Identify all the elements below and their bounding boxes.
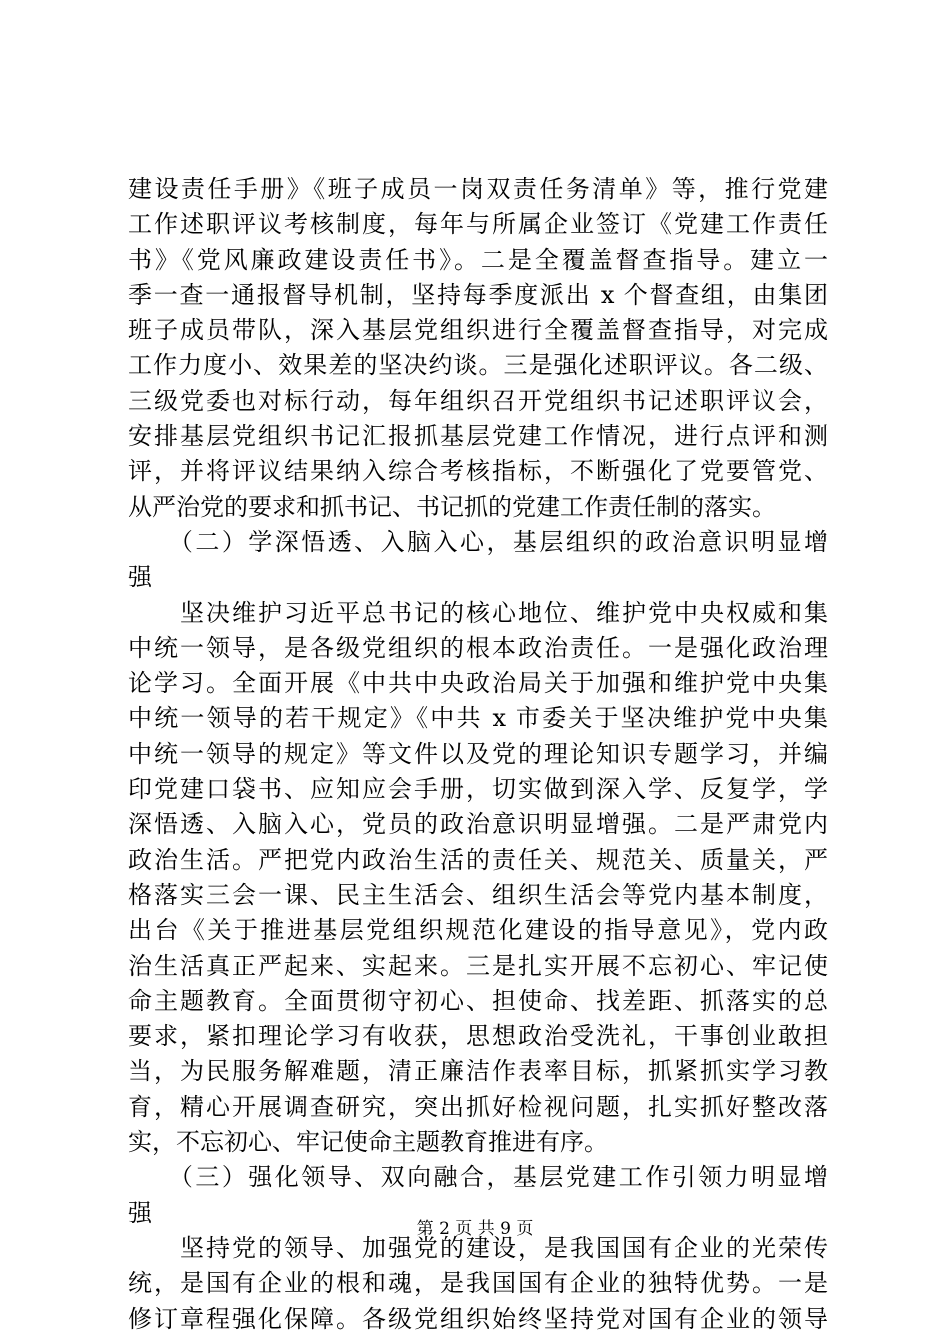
text-line: 印党建口袋书、应知应会手册，切实做到深入学、反复学，学: [128, 775, 828, 804]
text-line: 命主题教育。全面贯彻守初心、担使命、找差距、抓落实的总: [128, 986, 828, 1015]
text-line: 中统一领导的若干规定》《中共 x 市委关于坚决维护党中央集: [128, 704, 828, 733]
text-line: 治生活真正严起来、实起来。三是扎实开展不忘初心、牢记使: [128, 951, 828, 980]
text-line: 论学习。全面开展《中共中央政治局关于加强和维护党中央集: [128, 669, 828, 698]
text-line: 季一查一通报督导机制，坚持每季度派出 x 个督查组，由集团: [128, 280, 828, 309]
text-line: 坚持党的领导、加强党的建设，是我国国有企业的光荣传: [128, 1233, 828, 1262]
text-line: 要求，紧扣理论学习有收获，思想政治受洗礼，干事创业敢担: [128, 1022, 828, 1051]
text-line: 从严治党的要求和抓书记、书记抓的党建工作责任制的落实。: [128, 492, 776, 521]
text-line: 政治生活。严把党内政治生活的责任关、规范关、质量关，严: [128, 845, 828, 874]
section-heading-line: （二）学深悟透、入脑入心，基层组织的政治意识明显增: [128, 527, 828, 556]
text-line: 深悟透、入脑入心，党员的政治意识明显增强。二是严肃党内: [128, 810, 828, 839]
text-line: 中统一领导的规定》等文件以及党的理论知识专题学习，并编: [128, 739, 828, 768]
text-line: 坚决维护习近平总书记的核心地位、维护党中央权威和集: [128, 598, 828, 627]
text-line: 建设责任手册》《班子成员一岗双责任务清单》等，推行党建: [128, 175, 828, 203]
section-heading-line: 强: [128, 563, 152, 592]
text-line: 育，精心开展调查研究，突出抓好检视问题，扎实抓好整改落: [128, 1092, 828, 1121]
document-body: [128, 172, 828, 1337]
text-line: 中统一领导，是各级党组织的根本政治责任。一是强化政治理: [128, 633, 828, 662]
text-line: 实，不忘初心、牢记使命主题教育推进有序。: [128, 1128, 608, 1157]
text-line: 当，为民服务解难题，清正廉洁作表率目标，抓紧抓实学习教: [128, 1057, 828, 1086]
text-line: 安排基层党组织书记汇报抓基层党建工作情况，进行点评和测: [128, 422, 828, 451]
text-line: 工作力度小、效果差的坚决约谈。三是强化述职评议。各二级、: [128, 351, 828, 380]
text-line: 格落实三会一课、民主生活会、组织生活会等党内基本制度，: [128, 880, 828, 909]
text-line: 工作述职评议考核制度，每年与所属企业签订《党建工作责任: [128, 210, 828, 239]
text-line: 出台《关于推进基层党组织规范化建设的指导意见》，党内政: [128, 916, 828, 945]
text-line: 修订章程强化保障。各级党组织始终坚持党对国有企业的领导: [128, 1304, 828, 1333]
section-heading-line: 强: [128, 1198, 152, 1227]
section-heading-line: （三）强化领导、双向融合，基层党建工作引领力明显增: [128, 1163, 828, 1192]
text-line: 班子成员带队，深入基层党组织进行全覆盖督查指导，对完成: [128, 316, 828, 345]
text-line: 书》《党风廉政建设责任书》。二是全覆盖督查指导。建立一: [128, 245, 828, 274]
page-footer: [0, 1214, 950, 1239]
page-number: 第 2 页 共 9 页: [416, 1219, 534, 1239]
text-line: 评，并将评议结果纳入综合考核指标，不断强化了党要管党、: [128, 457, 828, 486]
text-line: 统，是国有企业的根和魂，是我国国有企业的独特优势。一是: [128, 1269, 828, 1298]
text-line: 三级党委也对标行动，每年组织召开党组织书记述职评议会，: [128, 386, 828, 415]
